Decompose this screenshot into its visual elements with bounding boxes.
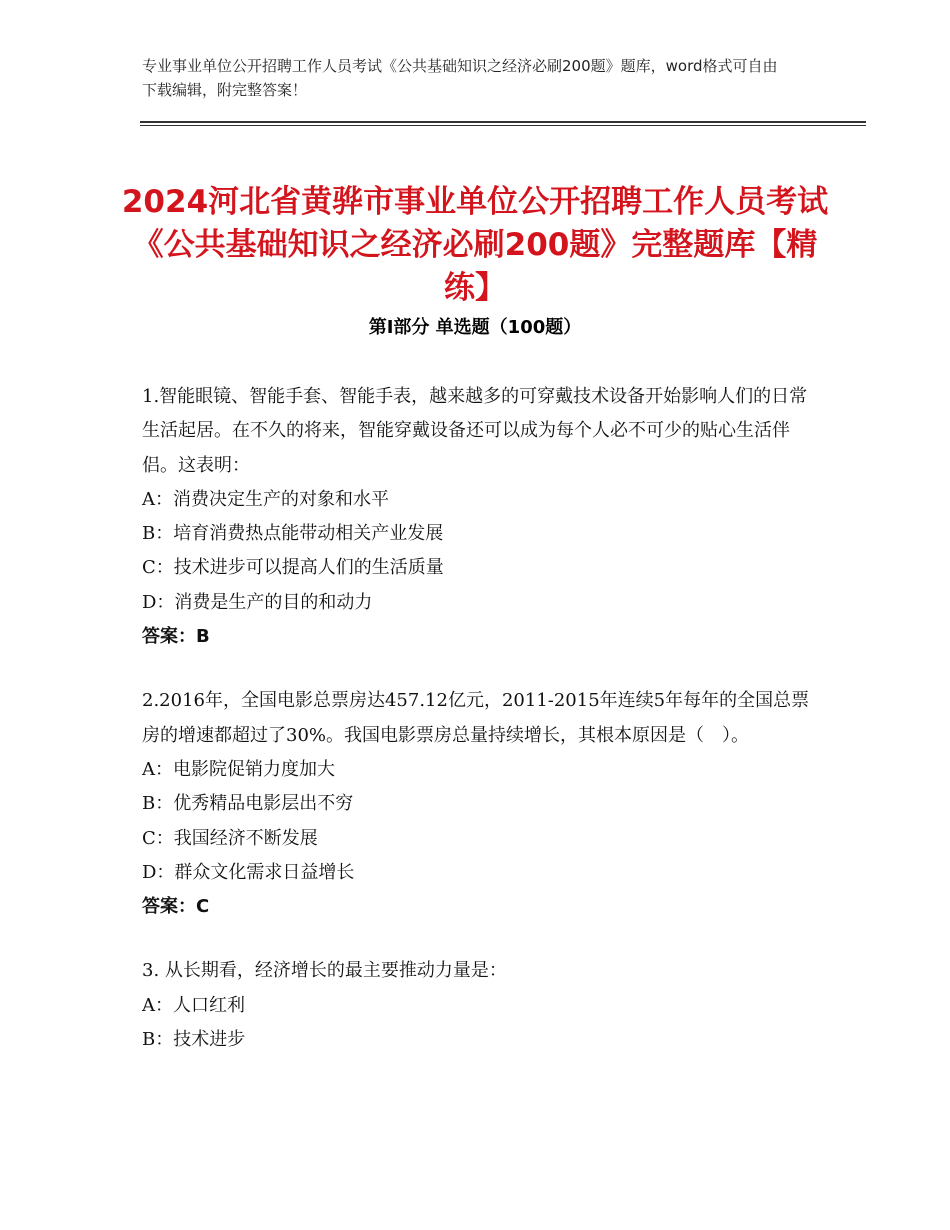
question-2 xyxy=(142,684,812,924)
answer: 答案：B xyxy=(142,626,210,648)
question-list xyxy=(142,380,812,1087)
option-c: C：技术进步可以提高人们的生活质量 xyxy=(142,557,444,579)
option-d: D：群众文化需求日益增长 xyxy=(142,861,355,883)
question-stem: 2.2016年，全国电影总票房达457.12亿元，2011-2015年连续5年每年的全国总票房的增速都超过了30%。我国电影票房总量持续增长，其根本原因是（ ）。 xyxy=(142,690,810,746)
question-1 xyxy=(142,380,812,654)
option-b: B：技术进步 xyxy=(142,1029,246,1051)
question-3 xyxy=(142,954,812,1057)
question-stem: 3. 从长期看，经济增长的最主要推动力量是： xyxy=(142,960,507,982)
option-a: A：人口红利 xyxy=(142,994,245,1016)
option-b: B：优秀精品电影层出不穷 xyxy=(142,793,354,815)
document-title: 2024河北省黄骅市事业单位公开招聘工作人员考试《公共基础知识之经济必刷200题》完整题库【精练】 xyxy=(121,183,829,306)
header-note: 专业事业单位公开招聘工作人员考试《公共基础知识之经济必刷200题》题库，word格式可自由下载编辑，附完整答案！ xyxy=(142,57,778,99)
answer: 答案：C xyxy=(142,896,210,918)
option-b: B：培育消费热点能带动相关产业发展 xyxy=(142,523,444,545)
question-stem: 1.智能眼镜、智能手套、智能手表，越来越多的可穿戴技术设备开始影响人们的日常生活起居。在不久的将来，智能穿戴设备还可以成为每个人必不可少的贴心生活伴侣。这表明： xyxy=(142,386,808,476)
option-a: A：消费决定生产的对象和水平 xyxy=(142,488,389,510)
header-divider xyxy=(140,121,866,126)
option-a: A：电影院促销力度加大 xyxy=(142,758,335,780)
option-d: D：消费是生产的目的和动力 xyxy=(142,591,373,613)
option-c: C：我国经济不断发展 xyxy=(142,827,318,849)
section-title: 第Ⅰ部分 单选题（100题） xyxy=(368,317,582,338)
